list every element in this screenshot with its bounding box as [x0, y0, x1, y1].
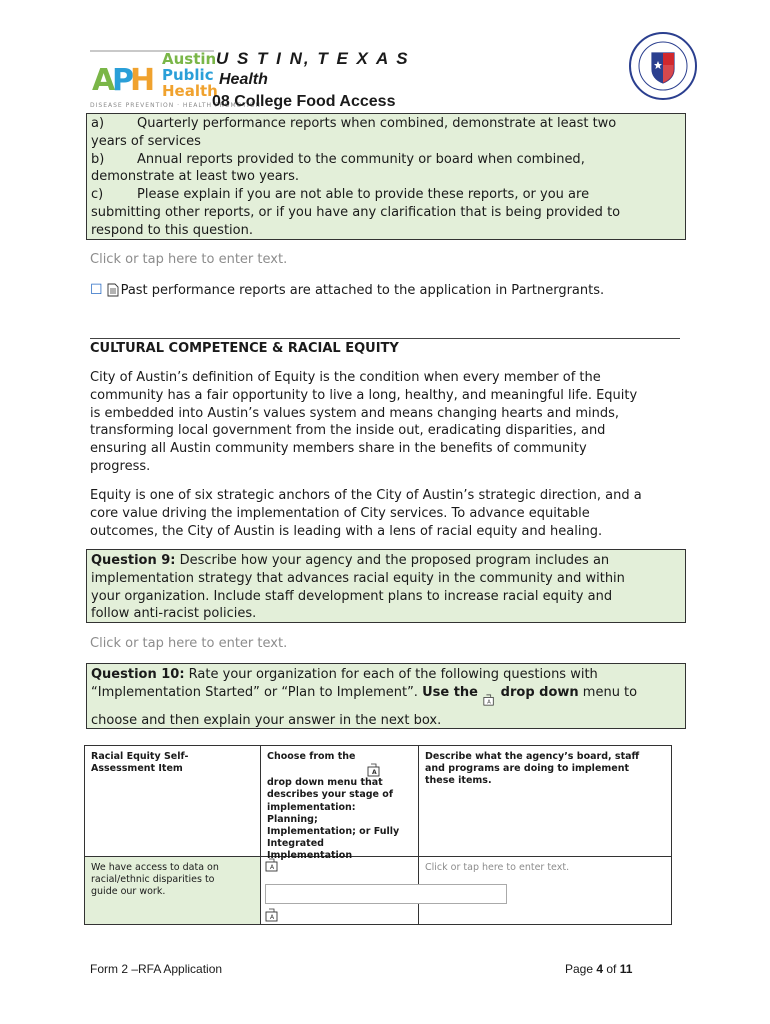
- header-line: Describe what the agency’s board, staff: [425, 751, 640, 762]
- past-performance-checkbox-row[interactable]: [90, 282, 604, 298]
- option-a: [91, 115, 681, 151]
- footer-page-number: [565, 962, 632, 976]
- footer-form-label: Form 2 –RFA Application: [90, 962, 223, 976]
- option-c: [91, 186, 681, 239]
- reports-answer-field[interactable]: Click or tap here to enter text.: [90, 252, 288, 267]
- option-c-line1: Please explain if you are not able to provide these reports, or you are: [137, 187, 590, 203]
- paragraph-line: City of Austin’s definition of Equity is the condition when every member of the: [90, 370, 601, 385]
- question-9-label: Question 9:: [91, 553, 176, 568]
- option-c-key: c): [91, 187, 104, 203]
- header-line: Choose from the: [267, 751, 356, 762]
- page-prefix: Page: [565, 962, 597, 976]
- header-line: Assessment Item: [91, 763, 183, 775]
- table-header-stage: [261, 746, 418, 862]
- question-10-drop-down: drop down: [496, 684, 579, 700]
- racial-equity-assessment-table: [84, 745, 672, 925]
- paragraph-line: community has a fair opportunity to live a long, healthy, and meaningful life. Equity: [90, 387, 638, 403]
- equity-definition-paragraph: [90, 369, 690, 476]
- header-line: Planning;: [267, 813, 318, 825]
- table-row-stage-cell: [261, 857, 418, 924]
- table-header-item: [85, 746, 260, 856]
- question-9-box: [86, 549, 686, 623]
- paragraph-line: ensuring all Austin community members share in the benefits of community: [90, 441, 587, 457]
- row-item-line: We have access to data on: [91, 862, 219, 873]
- table-row-item-cell: [85, 857, 260, 924]
- logo-wordmark: [162, 51, 218, 99]
- option-b-key: b): [91, 151, 105, 167]
- document-title: 08 College Food Access: [212, 93, 396, 110]
- question-10-line3: choose and then explain your answer in the next box.: [91, 712, 442, 728]
- header-line: drop down menu that: [267, 777, 383, 789]
- header-line: Integrated: [267, 838, 324, 850]
- question-10-label: Question 10:: [91, 667, 185, 682]
- header-line: Racial Equity Self-: [91, 751, 189, 762]
- svg-text:H: H: [130, 63, 156, 98]
- option-c-line2: submitting other reports, or if you have any clarification that is being provided to: [91, 204, 621, 220]
- svg-text:A: A: [92, 63, 116, 98]
- option-a-line1: Quarterly performance reports when combined, demonstrate at least two: [137, 116, 617, 131]
- logo-word-public: Public: [162, 66, 214, 84]
- header-line: describes your stage of: [267, 789, 393, 801]
- option-a-key: a): [91, 116, 105, 131]
- logo-tagline: DISEASE PREVENTION · HEALTH PROMOTION: [90, 102, 261, 109]
- question-9-line4: follow anti-racist policies.: [91, 606, 257, 622]
- header-city-title: U S T I N, T E X A S: [216, 49, 410, 68]
- paragraph-line: transforming local government from the inside out, eradicating disparities, and: [90, 423, 606, 439]
- equity-anchor-paragraph: [90, 487, 690, 540]
- question-10-line2d: menu to: [578, 684, 638, 700]
- question-10-line2a: “Implementation Started” or “Plan to Implement”.: [91, 684, 423, 700]
- paragraph-line: core value driving the implementation of City services. To advance equitable: [90, 505, 590, 521]
- page-current: 4: [596, 962, 604, 976]
- header-health-title: Health: [219, 71, 268, 88]
- dropdown-field-icon[interactable]: [265, 908, 279, 922]
- report-options-box: [86, 113, 686, 240]
- question-9-line2: implementation strategy that advances racial equity in the community and within: [91, 570, 625, 586]
- option-a-line2: years of services: [91, 133, 201, 149]
- svg-text:A: A: [372, 769, 377, 777]
- svg-text:P: P: [112, 63, 134, 98]
- paragraph-line: progress.: [90, 458, 151, 474]
- page-total: 11: [619, 962, 633, 976]
- header-line: Implementation; or Fully: [267, 826, 400, 838]
- dropdown-field-icon[interactable]: [265, 858, 279, 872]
- question-10-line1: Rate your organization for each of the following questions with: [184, 667, 598, 682]
- question-9-line3: your organization. Include staff development plans to increase racial equity and: [91, 588, 613, 604]
- question-9-line1: Describe how your agency and the proposed program includes an: [175, 553, 610, 568]
- city-of-austin-seal-icon: [628, 31, 698, 101]
- section-divider: [90, 338, 680, 339]
- option-b-line2: demonstrate at least two years.: [91, 169, 300, 185]
- logo-word-health: Health: [162, 82, 218, 100]
- svg-text:A: A: [270, 864, 275, 871]
- option-c-line3: respond to this question.: [91, 222, 253, 238]
- row-item-line: guide our work.: [91, 886, 166, 898]
- option-b: [91, 151, 681, 187]
- attachment-doc-icon: [107, 283, 119, 297]
- row-item-line: racial/ethnic disparities to: [91, 874, 215, 886]
- header-line: and programs are doing to implement: [425, 763, 630, 775]
- section-heading: CULTURAL COMPETENCE & RACIAL EQUITY: [90, 341, 399, 356]
- dropdown-field-icon: [482, 694, 496, 706]
- option-b-line1: Annual reports provided to the community or board when combined,: [137, 151, 585, 167]
- logo-word-austin: Austin: [162, 50, 217, 68]
- question-9-answer-field[interactable]: Click or tap here to enter text.: [90, 636, 288, 651]
- aph-logo-icon: [92, 60, 156, 98]
- header-line: Implementation: [267, 850, 353, 862]
- question-10-use-the: Use the: [422, 684, 478, 700]
- question-10-box: [86, 663, 686, 729]
- paragraph-line: Equity is one of six strategic anchors of the City of Austin’s strategic direction, and a: [90, 488, 642, 503]
- paragraph-line: is embedded into Austin’s values system and means changing hearts and minds,: [90, 405, 620, 421]
- paragraph-line: outcomes, the City of Austin is leading with a lens of racial equity and healing.: [90, 523, 603, 539]
- checkbox-icon[interactable]: ☐: [90, 282, 103, 298]
- dropdown-field-icon: [367, 763, 381, 777]
- checkbox-label: Past performance reports are attached to the application in Partnergrants.: [120, 282, 605, 298]
- header-line: these items.: [425, 775, 492, 787]
- table-row-description-field[interactable]: Click or tap here to enter text.: [425, 862, 570, 873]
- svg-text:A: A: [487, 699, 491, 706]
- table-header-description: [419, 746, 671, 856]
- page-of: of: [603, 962, 620, 976]
- svg-text:A: A: [270, 914, 275, 921]
- header-line: implementation:: [267, 801, 356, 813]
